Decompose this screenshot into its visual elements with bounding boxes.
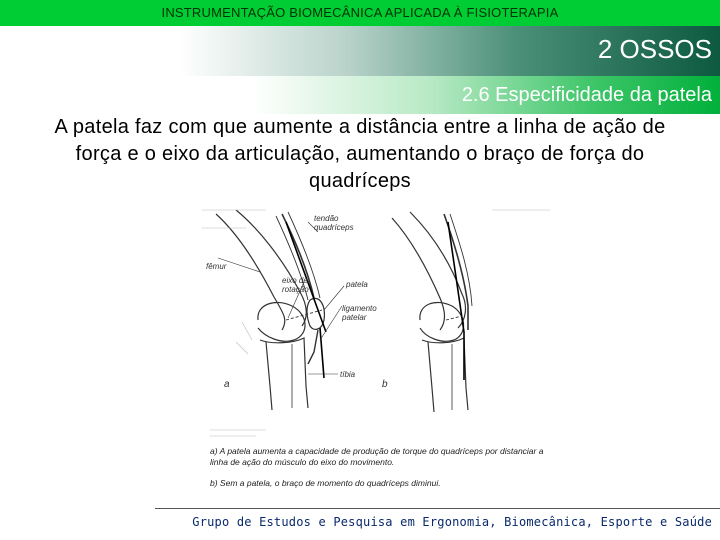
- figure-caption-a: a) A patela aumenta a capacidade de produção de torque do quadríceps por distanciar a linha de ação do músculo do eixo do movimento.: [210, 446, 544, 467]
- figure-caption-b: b) Sem a patela, o braço de momento do quadríceps diminui.: [210, 478, 441, 488]
- label-patellar-ligament: ligamento patelar: [342, 304, 377, 322]
- knee-figure: [196, 202, 554, 502]
- section-title: 2 OSSOS: [597, 34, 712, 64]
- course-title: INSTRUMENTAÇÃO BIOMECÂNICA APLICADA À FISIOTERAPIA: [161, 5, 559, 20]
- label-rotation-axis: eixo de rotação: [282, 276, 309, 294]
- body-paragraph: A patela faz com que aumente a distância entre a linha de ação de força e o eixo da articulação, aumentando o braço de força do quadríceps: [54, 116, 666, 192]
- subsection-title: 2.6 Especificidade da patela: [461, 84, 712, 106]
- label-femur: fêmur: [206, 262, 227, 271]
- footer-text: Grupo de Estudos e Pesquisa em Ergonomia, Biomecânica, Esporte e Saúde: [192, 515, 712, 529]
- panel-label-b: b: [382, 379, 388, 390]
- label-patella: patela: [346, 280, 368, 289]
- footer-divider: [155, 508, 720, 509]
- label-quadriceps-tendon: tendão quadríceps: [314, 214, 354, 232]
- subsection-title-bar: [0, 76, 720, 114]
- section-title-bar: [0, 26, 720, 76]
- course-title-bar: [0, 0, 720, 26]
- panel-label-a: a: [224, 379, 230, 390]
- label-tibia: tíbia: [340, 370, 356, 379]
